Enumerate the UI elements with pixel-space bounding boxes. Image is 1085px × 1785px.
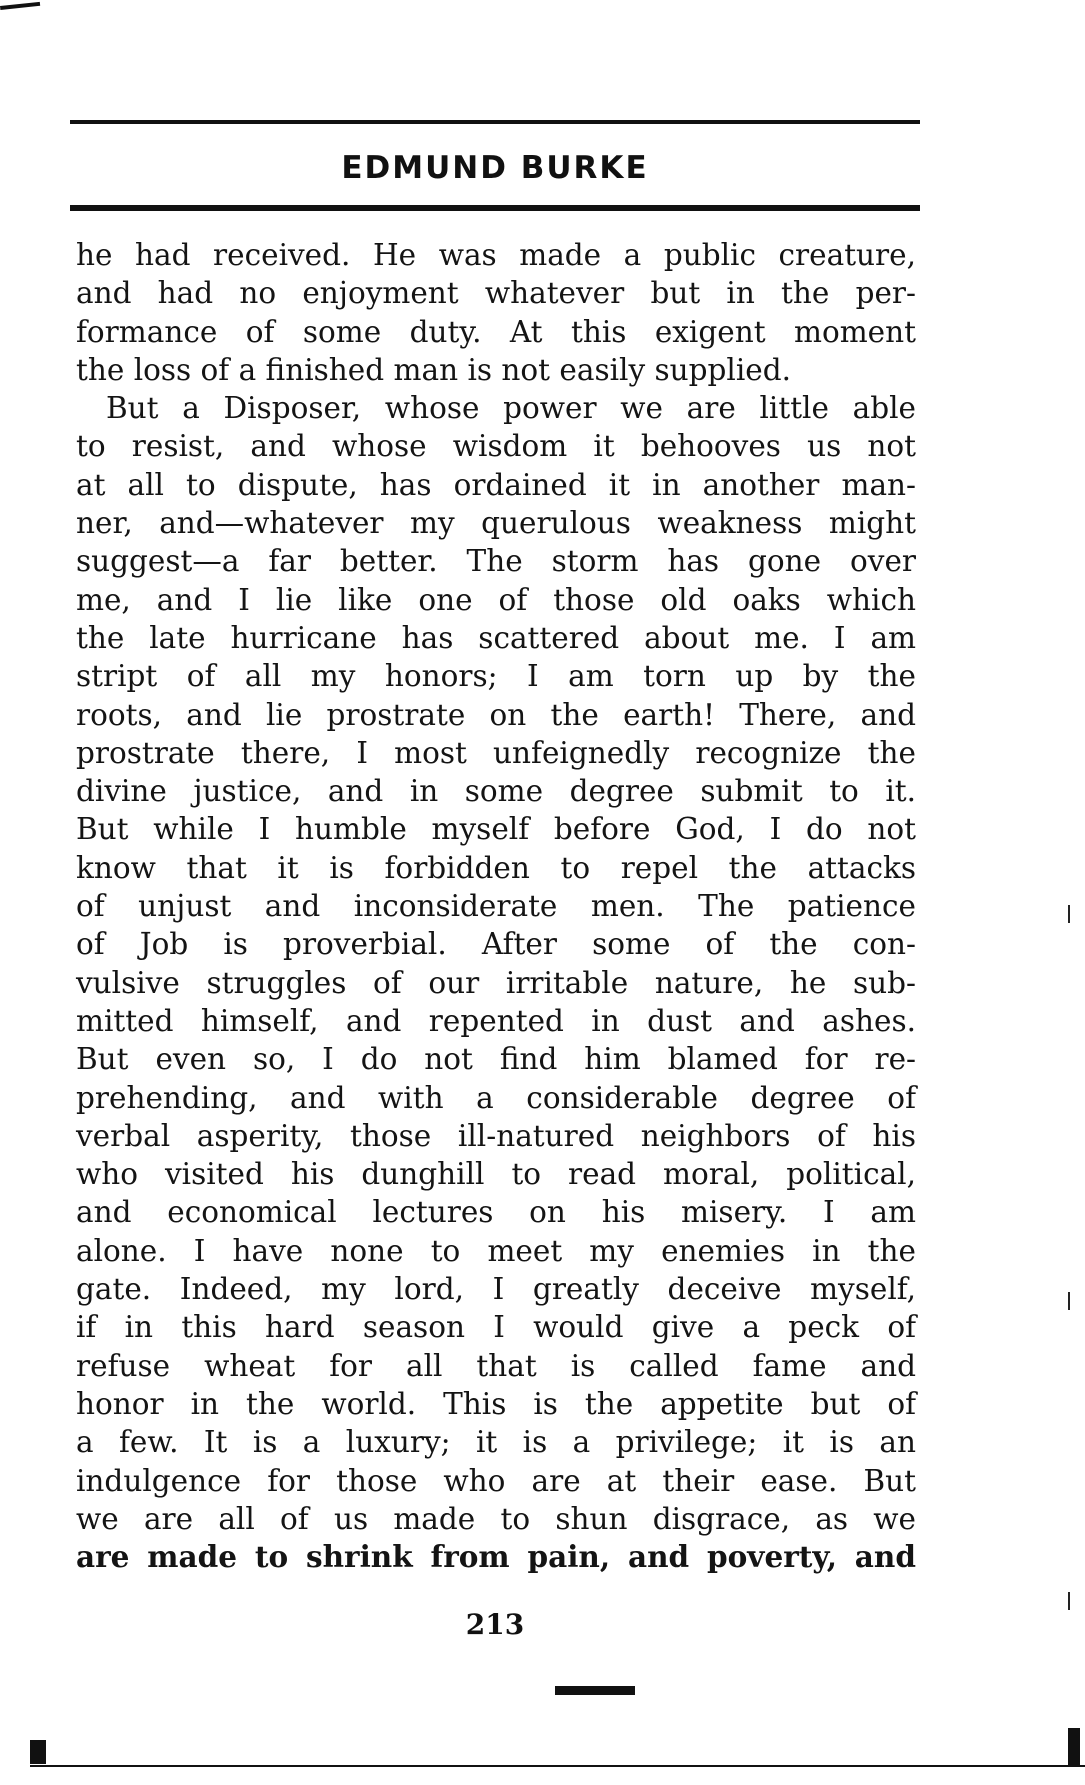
text-line: But a Disposer, whose power we are little able — [106, 391, 916, 426]
text-line: he had received. He was made a public creature, — [76, 238, 916, 272]
bottom-rule — [30, 1765, 1085, 1767]
text-line: know that it is forbidden to repel the attacks — [76, 850, 916, 885]
bottom-right-scan-mark — [1068, 1728, 1080, 1766]
text-line: mitted himself, and repented in dust and ashes. — [76, 1003, 916, 1038]
running-head: EDMUND BURKE — [341, 150, 649, 186]
text-line: we are all of us made to shun disgrace, as we — [76, 1501, 916, 1536]
header-rule — [70, 205, 920, 211]
text-line: alone. I have none to meet my enemies in the — [76, 1233, 916, 1268]
text-line: who visited his dunghill to read moral, political, — [76, 1157, 916, 1192]
text-line: prehending, and with a considerable degree of — [76, 1080, 916, 1115]
margin-tick-mark — [1068, 1592, 1070, 1610]
text-line: verbal asperity, those ill-natured neighbors of his — [76, 1118, 916, 1153]
text-line: prostrate there, I most unfeignedly recognize the — [76, 735, 916, 770]
text-line: and economical lectures on his misery. I am — [76, 1195, 916, 1230]
corner-scan-mark — [0, 2, 40, 10]
text-line: a few. It is a luxury; it is a privilege; it is an — [76, 1425, 916, 1460]
text-line: refuse wheat for all that is called fame and — [76, 1348, 916, 1383]
text-line: indulgence for those who are at their ease. But — [76, 1463, 916, 1498]
text-line: to resist, and whose wisdom it behooves us not — [76, 429, 916, 464]
text-line: honor in the world. This is the appetite but of — [76, 1386, 916, 1421]
text-line: vulsive struggles of our irritable nature, he sub- — [76, 965, 916, 1000]
text-line: But while I humble myself before God, I do not — [76, 812, 916, 847]
text-line: ner, and—whatever my querulous weakness might — [76, 506, 916, 541]
text-line: suggest—a far better. The storm has gone over — [76, 544, 916, 579]
text-line: the loss of a finished man is not easily supplied. — [76, 352, 792, 387]
margin-tick-mark — [1068, 905, 1070, 923]
text-line: are made to shrink from pain, and poverty, and — [76, 1539, 916, 1575]
text-line: But even so, I do not find him blamed for re- — [76, 1042, 916, 1077]
top-rule — [70, 120, 920, 124]
text-line: gate. Indeed, my lord, I greatly deceive myself, — [76, 1272, 916, 1307]
page-body — [76, 236, 916, 1576]
bottom-left-scan-mark — [30, 1740, 46, 1764]
text-line: roots, and lie prostrate on the earth! There, and — [76, 697, 916, 732]
bottom-scan-mark — [555, 1686, 635, 1695]
text-line: formance of some duty. At this exigent moment — [76, 314, 916, 349]
margin-tick-mark — [1068, 1292, 1070, 1310]
text-line: of Job is proverbial. After some of the con- — [76, 927, 916, 962]
text-line: stript of all my honors; I am torn up by the — [76, 659, 916, 694]
text-line: if in this hard season I would give a peck of — [76, 1310, 916, 1345]
page-number: 213 — [465, 1608, 525, 1641]
text-line: the late hurricane has scattered about me. I am — [76, 620, 916, 655]
text-line: and had no enjoyment whatever but in the per- — [76, 276, 916, 311]
text-line: at all to dispute, has ordained it in another man- — [76, 467, 916, 502]
text-line: divine justice, and in some degree submit to it. — [76, 774, 916, 809]
text-line: me, and I lie like one of those old oaks which — [76, 582, 916, 617]
text-line: of unjust and inconsiderate men. The patience — [76, 889, 916, 924]
